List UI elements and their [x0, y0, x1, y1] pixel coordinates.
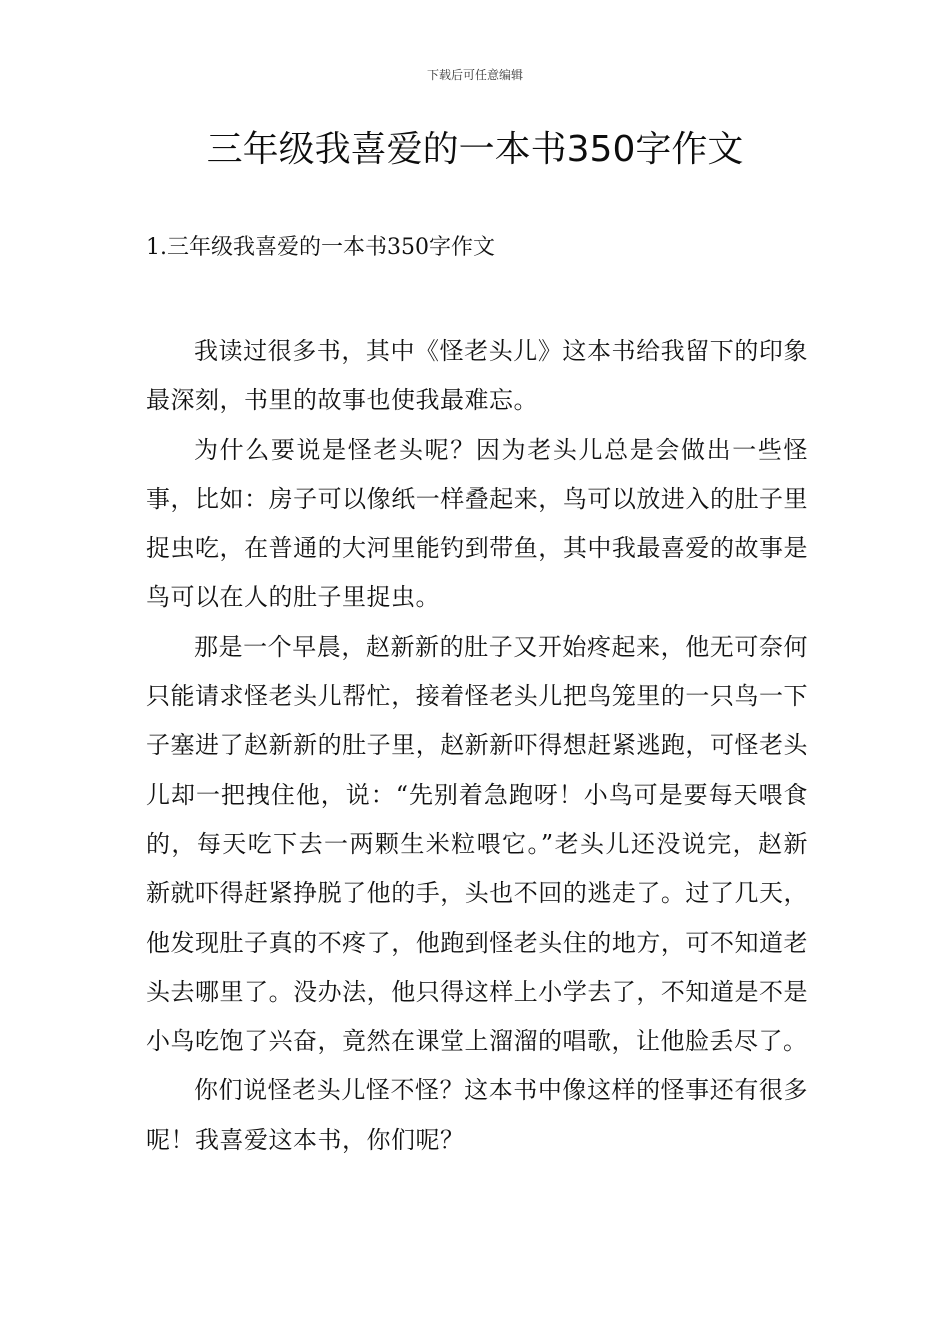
paragraph: 我读过很多书，其中《怪老头儿》这本书给我留下的印象最深刻，书里的故事也使我最难忘。	[146, 337, 808, 415]
paragraph: 那是一个早晨，赵新新的肚子又开始疼起来，他无可奈何只能请求怪老头儿帮忙，接着怪老头儿把鸟笼里的一只鸟一下子塞进了赵新新的肚子里，赵新新吓得想赶紧逃跑，可怪老头儿却一把拽住他，说：“先别着急跑呀！小鸟可是要每天喂食的，每天吃下去一两颗生米粒喂它。”老头儿还没说完，赵新新就吓得赶紧挣脱了他的手，头也不回的逃走了。过了几天，他发现肚子真的不疼了，他跑到怪老头住的地方，可不知道老头去哪里了。没办法，他只得这样上小学去了，不知道是不是小鸟吃饱了兴奋，竟然在课堂上溜溜的唱歌，让他脸丢尽了。	[146, 632, 808, 1056]
paragraph: 你们说怪老头儿怪不怪？这本书中像这样的怪事还有很多呢！我喜爱这本书，你们呢？	[146, 1076, 808, 1154]
essay-body	[146, 327, 808, 1165]
header-note: 下载后可任意编辑	[426, 68, 523, 82]
document-title: 三年级我喜爱的一本书350字作文	[206, 129, 744, 170]
section-heading: 1.三年级我喜爱的一本书350字作文	[146, 235, 495, 260]
paragraph: 为什么要说是怪老头呢？因为老头儿总是会做出一些怪事，比如：房子可以像纸一样叠起来，鸟可以放进入的肚子里捉虫吃，在普通的大河里能钓到带鱼，其中我最喜爱的故事是鸟可以在人的肚子里捉虫。	[146, 435, 808, 612]
